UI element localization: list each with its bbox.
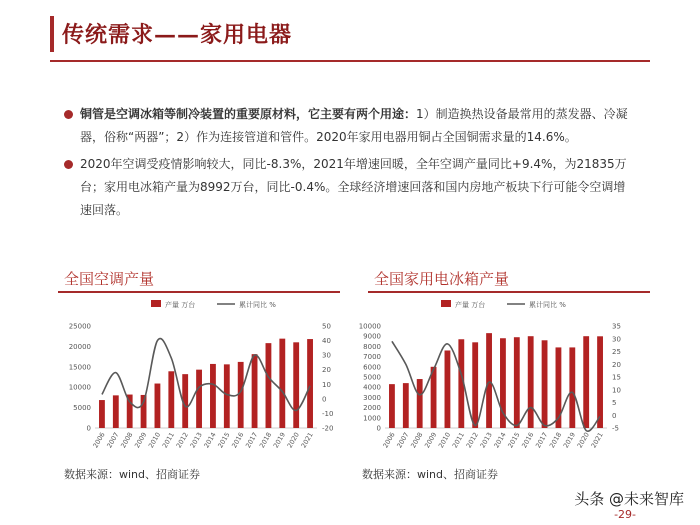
yoy-line bbox=[102, 339, 310, 411]
legend-label-bar: 产量 万台 bbox=[165, 301, 196, 309]
y-tick-label: 8000 bbox=[363, 342, 381, 351]
y-tick-label: 6000 bbox=[363, 363, 381, 372]
chart-ac-production bbox=[55, 296, 355, 462]
y-tick-label: 9000 bbox=[363, 332, 381, 341]
bar bbox=[168, 371, 174, 428]
bar bbox=[514, 337, 520, 428]
y-tick-label: 1000 bbox=[363, 414, 381, 423]
bullet-text: 2020年空调受疫情影响较大，同比-8.3%，2021年增速回暖，全年空调产量同比+9.4%，为21835万台；家用电冰箱产量为8992万台，同比-0.4%。全球经济增速回落和国内房地产板块下行可能令空调增速回落。 bbox=[80, 157, 627, 217]
bullet-text: 1）制造换热设备最常用的蒸发器、冷凝器，俗称“两器”；2）作为连接管道和管件。2020年家用电器用铜占全国铜需求量的14.6%。 bbox=[80, 107, 628, 144]
legend-label-line: 累计同比 % bbox=[529, 301, 566, 309]
bar bbox=[403, 383, 409, 428]
bar bbox=[486, 333, 492, 428]
bar bbox=[417, 379, 423, 428]
x-tick-label: 2006 bbox=[381, 431, 397, 450]
chart-fridge-production bbox=[345, 296, 645, 462]
x-tick-label: 2017 bbox=[244, 431, 260, 450]
y-tick-label: 5000 bbox=[73, 404, 91, 413]
x-tick-label: 2019 bbox=[271, 431, 288, 450]
bullet-item bbox=[64, 103, 634, 149]
bar bbox=[472, 342, 478, 428]
y-tick-label: 10000 bbox=[358, 322, 381, 331]
x-tick-label: 2011 bbox=[160, 431, 177, 450]
legend-label-bar: 产量 万台 bbox=[455, 301, 486, 309]
y-tick-label: 0 bbox=[376, 424, 381, 433]
y-tick-label: 3000 bbox=[363, 393, 381, 402]
source-note: 数据来源：wind、招商证券 bbox=[362, 468, 499, 481]
y-tick-label: 4000 bbox=[363, 383, 381, 392]
page-number: -29- bbox=[614, 508, 636, 521]
y-tick-label: 15000 bbox=[68, 363, 91, 372]
legend-label-line: 累计同比 % bbox=[239, 301, 276, 309]
chart-title-underline bbox=[368, 291, 650, 293]
x-tick-label: 2015 bbox=[216, 431, 232, 450]
bar bbox=[583, 336, 589, 428]
y-tick-label: 2000 bbox=[363, 404, 381, 413]
x-tick-label: 2009 bbox=[133, 431, 149, 450]
y2-tick-label: -20 bbox=[322, 424, 334, 433]
y2-tick-label: 20 bbox=[322, 366, 331, 375]
bar bbox=[279, 339, 285, 428]
x-tick-label: 2018 bbox=[257, 431, 274, 450]
y-tick-label: 20000 bbox=[68, 342, 91, 351]
y-tick-label: 0 bbox=[86, 424, 91, 433]
x-tick-label: 2010 bbox=[146, 431, 163, 450]
x-tick-label: 2009 bbox=[423, 431, 439, 450]
bar bbox=[266, 343, 272, 428]
x-tick-label: 2006 bbox=[91, 431, 107, 450]
title-accent-bar bbox=[50, 16, 54, 52]
bar bbox=[252, 354, 258, 428]
x-tick-label: 2021 bbox=[299, 431, 315, 450]
y2-tick-label: 30 bbox=[612, 335, 621, 344]
bar bbox=[597, 336, 603, 428]
x-tick-label: 2010 bbox=[436, 431, 453, 450]
bar bbox=[569, 347, 575, 428]
bullet-item bbox=[64, 153, 634, 222]
x-tick-label: 2017 bbox=[534, 431, 550, 450]
x-tick-label: 2018 bbox=[547, 431, 564, 450]
x-tick-label: 2016 bbox=[230, 431, 246, 450]
x-tick-label: 2014 bbox=[202, 431, 218, 450]
yoy-line bbox=[392, 341, 600, 431]
y2-tick-label: -5 bbox=[612, 424, 619, 433]
y2-tick-label: -10 bbox=[322, 409, 334, 418]
x-tick-label: 2015 bbox=[506, 431, 522, 450]
chart-title-underline bbox=[58, 291, 340, 293]
y-tick-label: 10000 bbox=[68, 383, 91, 392]
bar bbox=[528, 336, 534, 428]
y-tick-label: 7000 bbox=[363, 353, 381, 362]
x-tick-label: 2014 bbox=[492, 431, 508, 450]
y2-tick-label: 10 bbox=[322, 380, 331, 389]
x-tick-label: 2019 bbox=[561, 431, 578, 450]
bullet-bold-text: 铜管是空调冰箱等制冷装置的重要原材料，它主要有两个用途： bbox=[80, 107, 417, 121]
x-tick-label: 2007 bbox=[395, 431, 411, 450]
legend-swatch-bar bbox=[151, 300, 161, 307]
x-tick-label: 2008 bbox=[409, 431, 425, 450]
x-tick-label: 2020 bbox=[575, 431, 591, 450]
y2-tick-label: 0 bbox=[322, 395, 327, 404]
x-tick-label: 2007 bbox=[105, 431, 121, 450]
y2-tick-label: 35 bbox=[612, 322, 621, 331]
y2-tick-label: 25 bbox=[612, 348, 621, 356]
x-tick-label: 2013 bbox=[188, 431, 204, 450]
bar bbox=[445, 350, 451, 428]
bar bbox=[307, 339, 313, 428]
bar bbox=[210, 364, 216, 428]
bar bbox=[293, 342, 299, 428]
bar bbox=[431, 367, 437, 428]
bar bbox=[99, 400, 105, 428]
x-tick-label: 2012 bbox=[464, 431, 480, 450]
y2-tick-label: 30 bbox=[322, 351, 331, 360]
y-tick-label: 5000 bbox=[363, 373, 381, 382]
x-tick-label: 2008 bbox=[119, 431, 135, 450]
bar bbox=[224, 364, 230, 428]
y2-tick-label: 5 bbox=[612, 399, 617, 407]
bar bbox=[155, 384, 161, 428]
y-tick-label: 25000 bbox=[68, 322, 91, 331]
y2-tick-label: 0 bbox=[612, 411, 617, 420]
x-tick-label: 2021 bbox=[589, 431, 605, 450]
page-title: 传统需求——家用电器 bbox=[62, 22, 293, 48]
watermark: 头条 @未来智库 bbox=[574, 490, 684, 508]
title-divider bbox=[50, 60, 650, 62]
x-tick-label: 2013 bbox=[478, 431, 494, 450]
y2-tick-label: 10 bbox=[612, 386, 621, 395]
y2-tick-label: 15 bbox=[612, 373, 621, 382]
x-tick-label: 2012 bbox=[174, 431, 190, 450]
x-tick-label: 2020 bbox=[285, 431, 301, 450]
y2-tick-label: 40 bbox=[322, 337, 331, 346]
x-tick-label: 2011 bbox=[450, 431, 467, 450]
bar bbox=[542, 340, 548, 428]
x-tick-label: 2016 bbox=[520, 431, 536, 450]
legend-swatch-bar bbox=[441, 300, 451, 307]
bullet-list bbox=[64, 103, 634, 226]
y2-tick-label: 50 bbox=[322, 322, 331, 331]
chart-title-fridge: 全国家用电冰箱产量 bbox=[374, 270, 510, 288]
source-note: 数据来源：wind、招商证券 bbox=[64, 468, 201, 481]
bar bbox=[238, 362, 244, 428]
bar bbox=[196, 370, 202, 428]
bar bbox=[389, 384, 395, 428]
y2-tick-label: 20 bbox=[612, 360, 621, 369]
chart-title-ac: 全国空调产量 bbox=[64, 270, 155, 288]
bar bbox=[113, 395, 119, 428]
